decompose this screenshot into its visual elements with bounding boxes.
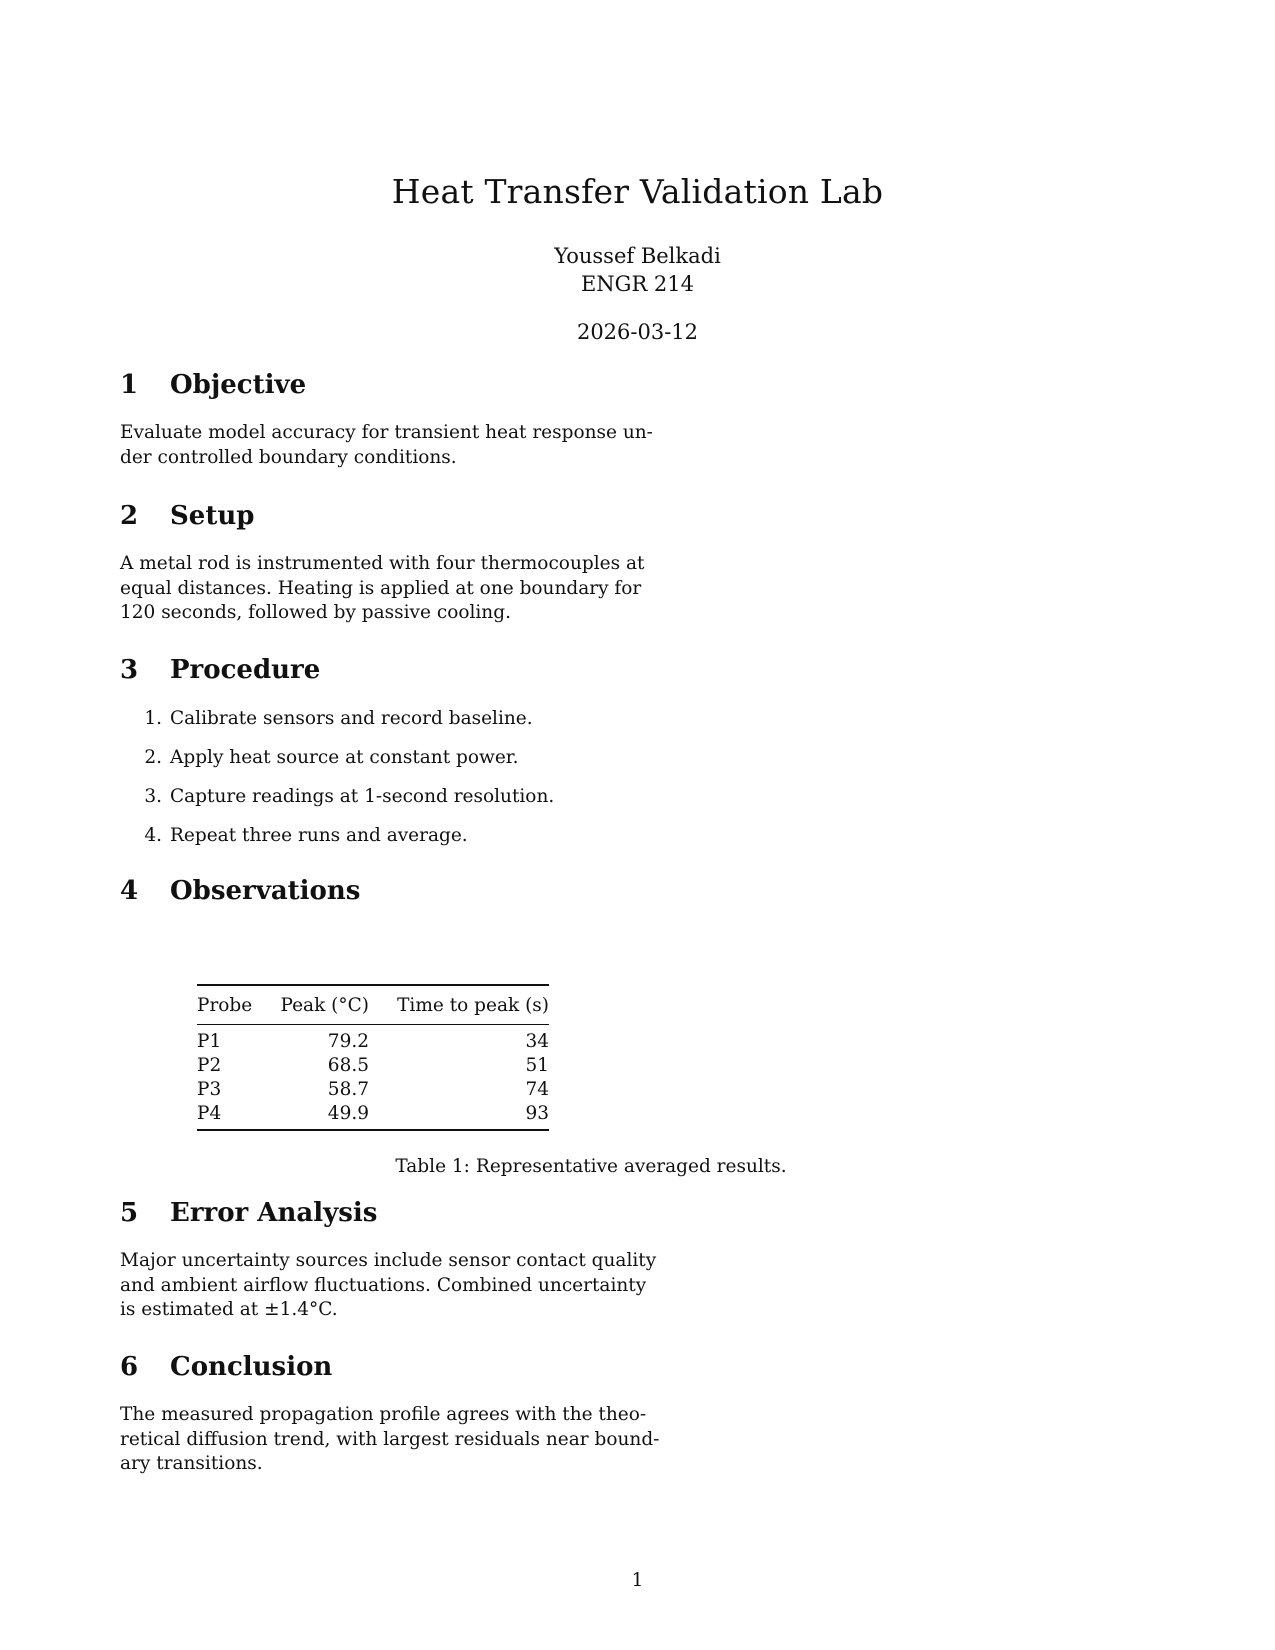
table-cell: 74: [525, 1078, 549, 1100]
section-heading-observations: [120, 876, 360, 906]
paragraph-line: Evaluate model accuracy for transient heat response un-: [120, 422, 653, 443]
table-cell: P3: [197, 1078, 222, 1100]
list-enumerator: 2.: [144, 747, 162, 768]
procedure-list: [130, 707, 554, 863]
section-title: Error Analysis: [170, 1198, 378, 1228]
section-heading-error-analysis: [120, 1198, 377, 1228]
table-header-cell: Probe: [197, 994, 253, 1016]
setup-paragraph: [120, 552, 645, 626]
section-heading-setup: [120, 501, 254, 531]
course-code: ENGR 214: [580, 272, 695, 296]
caption-text: Representative averaged results.: [475, 1156, 787, 1177]
section-heading-procedure: [120, 655, 320, 685]
list-enumerator: 3.: [144, 786, 162, 807]
list-item: [130, 707, 554, 746]
observations-table: [197, 984, 549, 1131]
list-item: [130, 824, 554, 863]
list-item: [130, 746, 554, 785]
section-number: 6: [120, 1352, 139, 1382]
list-item-text: Calibrate sensors and record baseline.: [170, 708, 533, 729]
author-name: Youssef Belkadi: [554, 244, 721, 268]
section-number: 3: [120, 655, 139, 685]
list-item: [130, 785, 554, 824]
section-number: 5: [120, 1198, 139, 1228]
paragraph-line: der controlled boundary conditions.: [120, 446, 457, 468]
objective-paragraph: [120, 421, 653, 470]
observations-table-wrapper: [197, 984, 549, 1131]
table-cell: 79.2: [327, 1030, 369, 1052]
section-heading-objective: [120, 370, 306, 400]
table-cell: P2: [197, 1054, 222, 1076]
table-row: [197, 1025, 549, 1054]
section-title: Observations: [170, 876, 361, 906]
table-header-row: [197, 985, 549, 1025]
table-header-cell: Peak (°C): [280, 994, 369, 1016]
document-title: Heat Transfer Validation Lab: [391, 172, 884, 211]
paragraph-line: retical diffusion trend, with largest residuals near bound-: [120, 1428, 660, 1450]
page-number: 1: [631, 1570, 644, 1591]
list-item-text: Capture readings at 1-second resolution.: [170, 786, 555, 807]
table-cell: P1: [197, 1030, 222, 1052]
table-cell: 93: [525, 1102, 549, 1124]
table-cell: 58.7: [327, 1078, 369, 1100]
table-cell: 51: [525, 1054, 549, 1076]
section-title: Setup: [170, 501, 255, 531]
table-cell: P4: [197, 1102, 222, 1124]
section-title: Procedure: [170, 655, 321, 685]
caption-label: Table 1:: [395, 1156, 470, 1177]
table-caption: [0, 1156, 1275, 1177]
table-cell: 68.5: [327, 1054, 369, 1076]
paragraph-line: The measured propagation profile agrees with the theo-: [120, 1404, 647, 1425]
table-cell: 49.9: [327, 1102, 369, 1124]
paragraph-line: ary transitions.: [120, 1453, 263, 1474]
paragraph-line: Major uncertainty sources include sensor contact quality: [120, 1250, 657, 1271]
list-item-text: Repeat three runs and average.: [170, 825, 468, 846]
table-row: [197, 1101, 549, 1130]
section-title: Conclusion: [170, 1352, 333, 1382]
list-enumerator: 4.: [144, 825, 162, 846]
table-row: [197, 1053, 549, 1077]
list-enumerator: 1.: [144, 708, 162, 729]
table-row: [197, 1077, 549, 1101]
section-number: 4: [120, 876, 139, 906]
list-item-text: Apply heat source at constant power.: [170, 747, 519, 768]
table-cell: 34: [525, 1030, 549, 1052]
document-date: 2026-03-12: [576, 320, 699, 344]
section-title: Objective: [170, 370, 307, 400]
section-number: 2: [120, 501, 139, 531]
paragraph-line: 120 seconds, followed by passive cooling.: [120, 602, 511, 623]
section-heading-conclusion: [120, 1352, 332, 1382]
paragraph-line: equal distances. Heating is applied at one boundary for: [120, 577, 642, 599]
paragraph-line: A metal rod is instrumented with four thermocouples at: [120, 553, 645, 574]
error-analysis-paragraph: [120, 1249, 657, 1323]
table-header-cell: Time to peak (s): [397, 994, 549, 1016]
paragraph-line: and ambient airflow fluctuations. Combined uncertainty: [120, 1274, 647, 1296]
paragraph-line: is estimated at ±1.4°C.: [120, 1299, 338, 1320]
conclusion-paragraph: [120, 1403, 660, 1477]
section-number: 1: [120, 370, 139, 400]
